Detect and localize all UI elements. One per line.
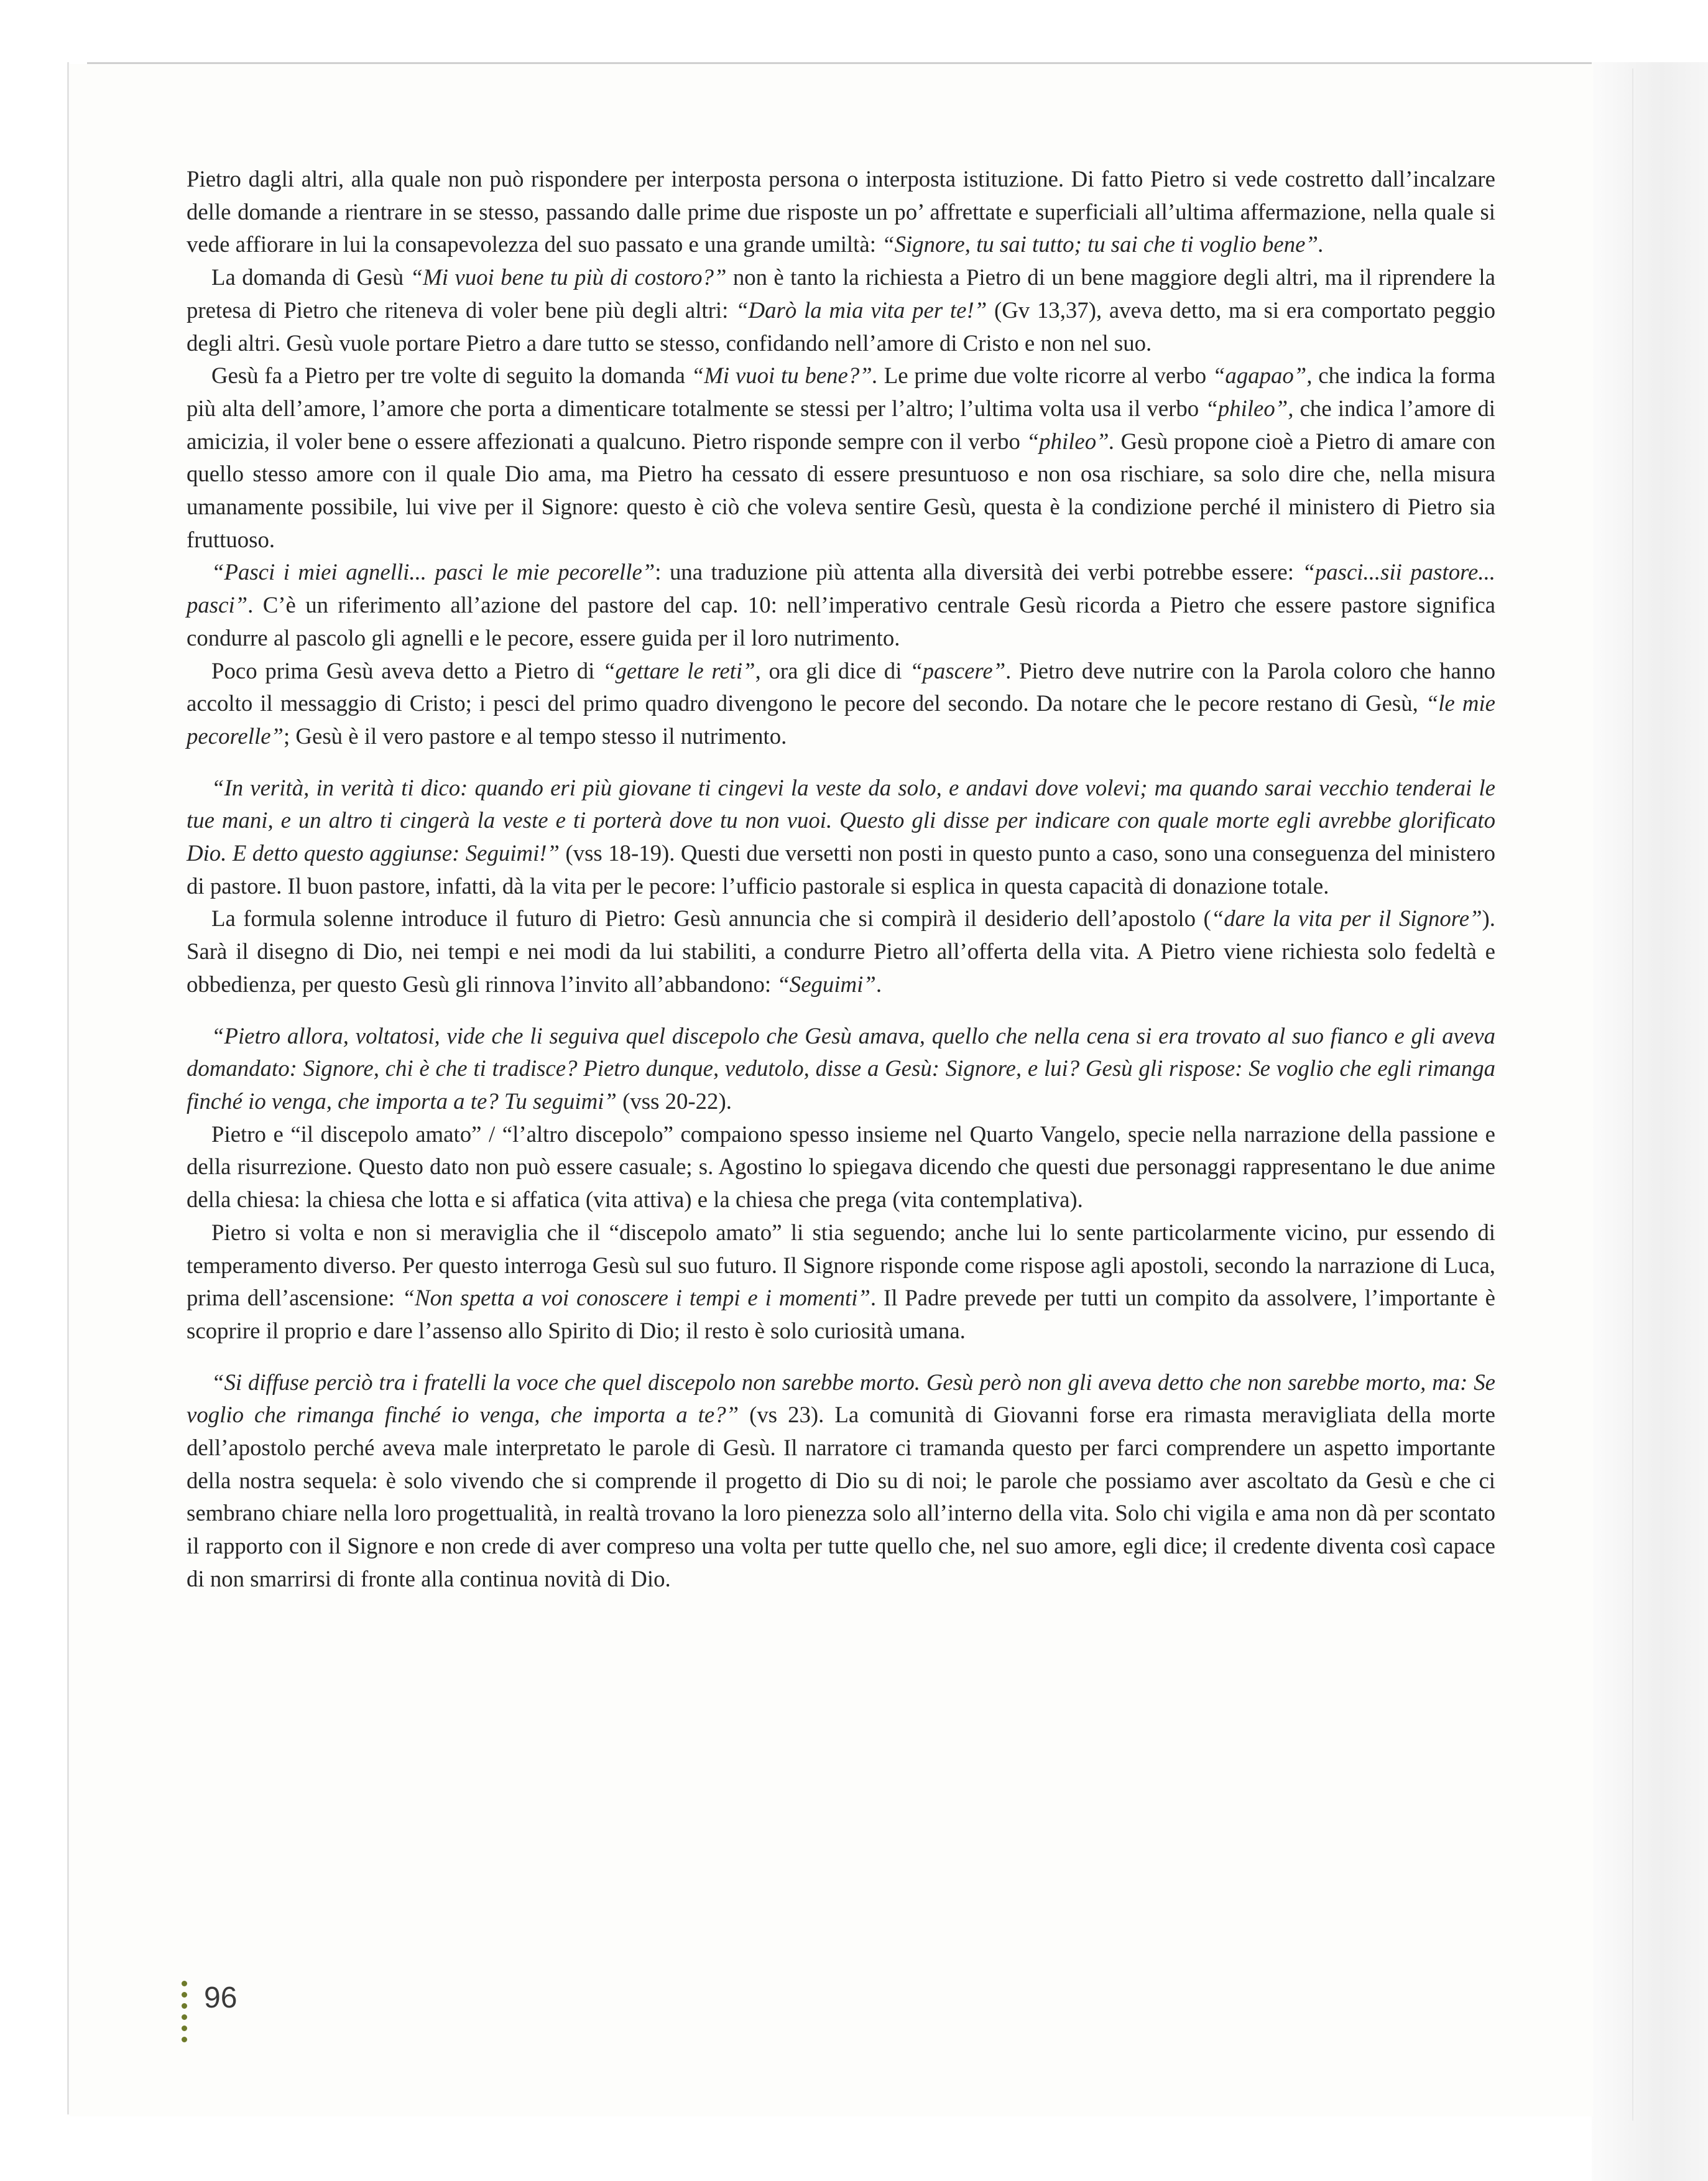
paragraph-9 [187,1118,1495,1216]
quote: “agapao”, [1212,363,1313,389]
text-run: ). Sarà il disegno di Dio, nei tempi e nei modi da lui stabiliti, a condurre Pietro all’offerta della vita. A Pietro viene richiesta solo fedeltà e obbedienza, per questo Gesù gli rinnova l’invito all’abbandono: [187,905,1495,997]
quote: “Darò la mia vita per te!” [736,297,987,323]
text-run: ; Gesù è il vero pastore e al tempo stesso il nutrimento. [284,723,787,749]
quote: “Signore, tu sai tutto; tu sai che ti voglio bene”. [882,231,1324,257]
body-text [187,163,1495,1596]
dot [182,1981,187,1986]
dot [182,2037,187,2042]
text-run: , ora gli dice di [755,657,910,683]
text-run: Poco prima Gesù aveva detto a Pietro di [211,657,603,683]
page-right-edge [1632,68,1633,2121]
quote: “Non spetta a voi conoscere i tempi e i momenti” [402,1285,870,1311]
page-left-edge [67,62,69,2114]
dot [182,2026,187,2031]
quote: “pascere” [910,657,1006,683]
decorative-dots [182,1981,188,2048]
text-run: Le prime due volte ricorre al verbo [877,363,1212,389]
text-run: . C’è un riferimento all’azione del pastore del cap. 10: nell’imperativo centrale Gesù ricorda a Pietro che essere pastore significa condurre al pascolo gli agnelli e le pecore, essere guida per il loro nutrimento. [187,592,1495,651]
quote: “phileo”, [1205,395,1294,421]
quote: “dare la vita per il Signore” [1211,905,1482,932]
page-top-edge [87,62,1592,64]
quote: “Pietro allora, voltatosi, vide che li seguiva quel discepolo che Gesù amava, quello che nella cena si era trovato al suo fianco e gli aveva domandato: Signore, chi è che ti tradisce? Pietro dunque, vedutolo, disse a Gesù: Signore, e lui? Gesù gli rispose: Se voglio che egli rimanga finché io venga, che importa a te? Tu seguimi” [187,1022,1495,1114]
text-run: (Gv 13,37), aveva detto, ma si era comportato peggio degli altri. Gesù vuole portare Pietro a dare tutto se stesso, confidando nell’amore di Cristo e non nel suo. [187,297,1495,356]
text-run: Pietro dagli altri, alla quale non può rispondere per interposta persona o interposta istituzione. Di fatto Pietro si vede costretto dall’incalzare delle domande a rientrare in se stesso, passando dalle prime due risposte un po’ affrettate e superficiali all’ultima affermazione, nella quale si vede affiorare in lui la consapevolezza del suo passato e una grande umiltà: [187,166,1495,257]
quote: “le mie pecorelle” [187,690,1496,749]
quote: “pasci...sii pastore... pasci” [187,559,1495,618]
quote: “In verità, in verità ti dico: quando eri più giovane ti cingevi la veste da solo, e andavi dove volevi; ma quando sarai vecchio tenderai le tue mani, e un altro ti cingerà la veste e ti porterà dove tu non vuoi. Questo gli disse per indicare con quale morte egli avrebbe glorificato Dio. E detto questo aggiunse: Seguimi!” [187,774,1495,866]
text-run: . Il Padre prevede per tutti un compito da assolvere, l’importante è scoprire il proprio e dare l’assenso allo Spirito di Dio; il resto è solo curiosità umana. [187,1285,1495,1343]
text-run: (vs 23). La comunità di Giovanni forse era rimasta meravigliata della morte dell’apostolo perché aveva male interpretato le parole di Gesù. Il narratore ci tramanda questo per farci comprendere un aspetto importante della nostra sequela: è solo vivendo che si comprende il progetto di Dio su di noi; le parole che possiamo aver ascoltato da Gesù e che ci sembrano chiare nella loro progettualità, in realtà trovano la loro pienezza solo all’interno della vita. Solo chi vigila e ama non dà per scontato il rapporto con il Signore e non crede di aver compreso una volta per tutte quello che, nel suo amore, egli dice; il credente diventa così capace di non smarrirsi di fronte alla continua novità di Dio. [187,1402,1496,1591]
text-run: Pietro e “il discepolo amato” / “l’altro discepolo” compaiono spesso insieme nel Quarto Vangelo, specie nella narrazione della passione e della risurrezione. Questo dato non può essere casuale; s. Agostino lo spiegava dicendo che questi due personaggi rappresentano le due anime della chiesa: la chiesa che lotta e si affatica (vita attiva) e la chiesa che prega (vita contemplativa). [187,1121,1495,1213]
text-run: che indica l’amore di amicizia, il voler bene o essere affezionati a qualcuno. Pietro risponde sempre con il verbo [187,395,1495,454]
text-run: . [875,971,882,997]
text-run: (vss 18-19). Questi due versetti non posti in questo punto a caso, sono una conseguenza del ministero di pastore. Il buon pastore, infatti, dà la vita per le pecore: l’ufficio pastorale si esplica in questa capacità di donazione totale. [187,840,1496,899]
text-run: La domanda di Gesù [211,264,410,290]
quote: “Seguimi” [777,971,876,997]
dot [182,2003,187,2009]
dot [182,1992,187,1998]
text-run: Gesù fa a Pietro per tre volte di seguito la domanda [211,363,691,389]
text-run: (vss 20-22). [616,1088,732,1114]
paragraph-11 [187,1366,1495,1596]
page-number: 96 [204,1981,238,2014]
text-run: La formula solenne introduce il futuro di Pietro: Gesù annuncia che si compirà il desiderio dell’apostolo ( [211,905,1211,932]
paragraph-2 [187,261,1495,359]
quote: “Mi vuoi bene tu più di costoro?” [410,264,727,290]
paragraph-4 [187,556,1495,654]
text-run: : una traduzione più attenta alla diversità dei verbi potrebbe essere: [655,559,1303,585]
text-run: . Pietro deve nutrire con la Parola coloro che hanno accolto il messaggio di Cristo; i pesci del primo quadro divengono le pecore del secondo. Da notare che le pecore restano di Gesù, [187,657,1495,716]
quote: “gettare le reti” [602,657,755,683]
text-run: Pietro si volta e non si meraviglia che il “discepolo amato” li stia seguendo; anche lui lo sente particolarmente vicino, pur essendo di temperamento diverso. Per questo interroga Gesù sul suo futuro. Il Signore risponde come rispose agli apostoli, secondo la narrazione di Luca, prima dell’ascensione: [187,1219,1495,1311]
paragraph-10 [187,1216,1495,1348]
paragraph-5 [187,655,1495,753]
scanner-shadow [1592,62,1708,2181]
quote: “Si diffuse perciò tra i fratelli la voce che quel discepolo non sarebbe morto. Gesù però non gli aveva detto che non sarebbe morto, ma: Se voglio che rimanga finché io venga, che importa a te?” [187,1369,1495,1428]
page-footer [182,1981,306,2055]
paragraph-7 [187,902,1495,1001]
quote: “phileo”. [1026,428,1115,454]
text-run: che indica la forma più alta dell’amore, l’amore che porta a dimenticare totalmente se stessi per l’altro; l’ultima volta usa il verbo [187,363,1495,421]
quote: “Pasci i miei agnelli... pasci le mie pecorelle” [211,559,655,585]
paragraph-8 [187,1020,1495,1118]
paragraph-6 [187,772,1495,903]
paragraph-3 [187,359,1495,556]
dot [182,2014,187,2020]
quote: “Mi vuoi tu bene?”. [691,363,878,389]
text-run: non è tanto la richiesta a Pietro di un bene maggiore degli altri, ma il riprendere la pretesa di Pietro che riteneva di voler bene più degli altri: [187,264,1495,323]
paragraph-1 [187,163,1495,261]
text-run: Gesù propone cioè a Pietro di amare con quello stesso amore con il quale Dio ama, ma Pietro ha cessato di essere presuntuoso e non osa rischiare, sa solo dire che, nella misura umanamente possibile, lui vive per il Signore: questo è ciò che voleva sentire Gesù, questa è la condizione perché il ministero di Pietro sia fruttuoso. [187,428,1495,552]
